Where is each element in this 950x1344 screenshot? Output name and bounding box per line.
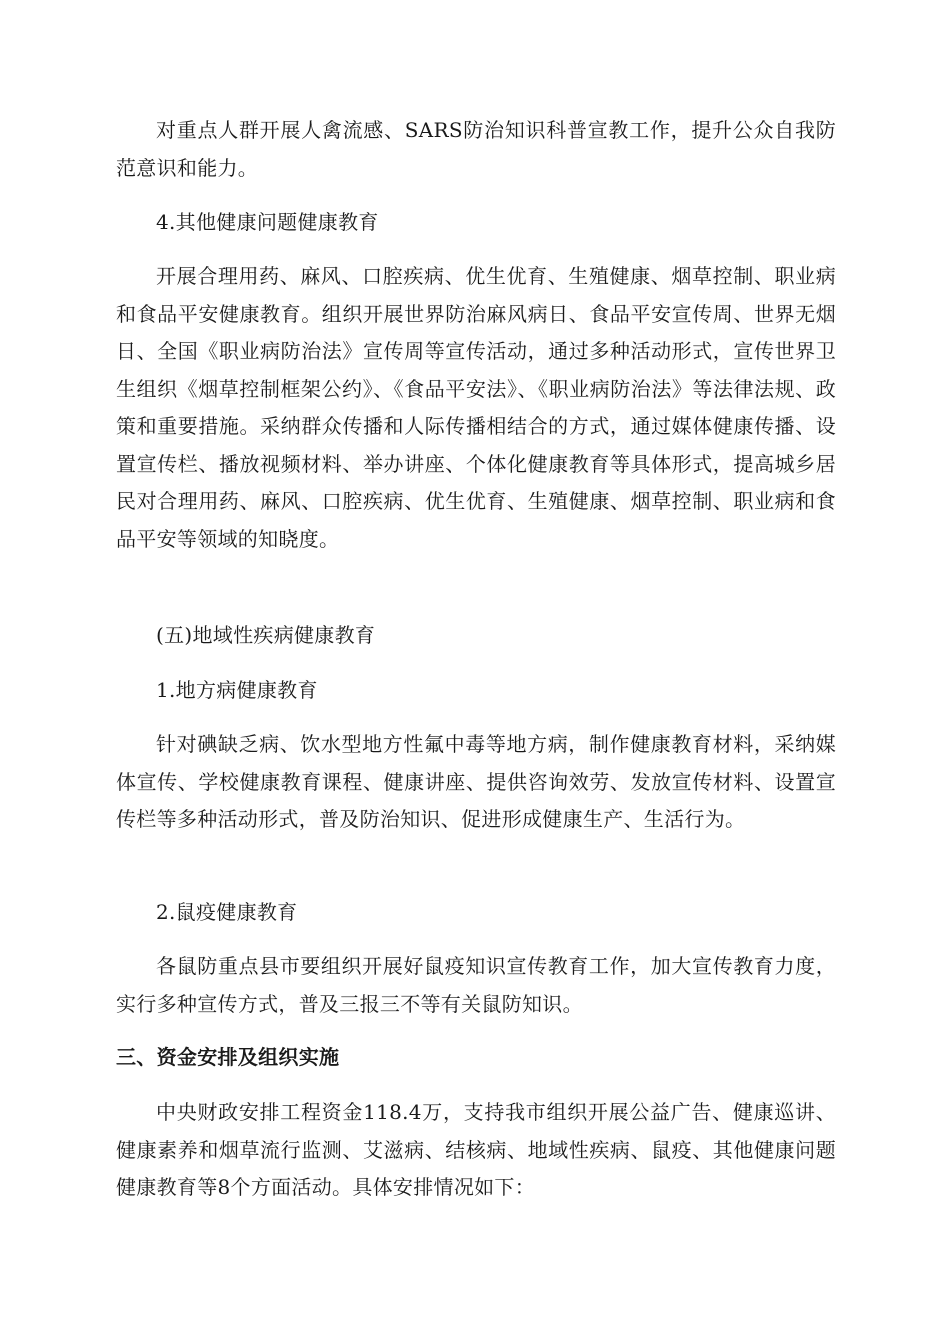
- section-heading-funding: 三、资金安排及组织实施: [116, 1045, 340, 1069]
- paragraph-sars-education: 对重点人群开展人禽流感、SARS防治知识科普宣教工作，提升公众自我防范意识和能力。: [116, 118, 836, 180]
- subheading-regional-diseases: (五)地域性疾病健康教育: [156, 623, 376, 647]
- subheading-endemic-disease: 1.地方病健康教育: [156, 678, 318, 702]
- paragraph-plague-education: 各鼠防重点县市要组织开展好鼠疫知识宣传教育工作，加大宣传教育力度，实行多种宣传方式，普及三报三不等有关鼠防知识。: [116, 954, 836, 1016]
- paragraph-funding-arrangement: 中央财政安排工程资金118.4万，支持我市组织开展公益广告、健康巡讲、健康素养和烟草流行监测、艾滋病、结核病、地域性疾病、鼠疫、其他健康问题健康教育等8个方面活动。具体安排情况如下：: [116, 1100, 836, 1199]
- paragraph-other-health-education: 开展合理用药、麻风、口腔疾病、优生优育、生殖健康、烟草控制、职业病和食品平安健康教育。组织开展世界防治麻风病日、食品平安宣传周、世界无烟日、全国《职业病防治法》宣传周等宣传活动，通过多种活动形式，宣传世界卫生组织《烟草控制框架公约》、《食品平安法》、《职业病防治法》等法律法规、政策和重要措施。采纳群众传播和人际传播相结合的方式，通过媒体健康传播、设置宣传栏、播放视频材料、举办讲座、个体化健康教育等具体形式，提高城乡居民对合理用药、麻风、口腔疾病、优生优育、生殖健康、烟草控制、职业病和食品平安等领域的知晓度。: [116, 264, 836, 551]
- subheading-other-health-issues: 4.其他健康问题健康教育: [156, 210, 379, 234]
- subheading-plague: 2.鼠疫健康教育: [156, 900, 298, 924]
- paragraph-endemic-disease-education: 针对碘缺乏病、饮水型地方性氟中毒等地方病，制作健康教育材料，采纳媒体宣传、学校健康教育课程、健康讲座、提供咨询效劳、发放宣传材料、设置宣传栏等多种活动形式，普及防治知识、促进形成健康生产、生活行为。: [116, 732, 836, 831]
